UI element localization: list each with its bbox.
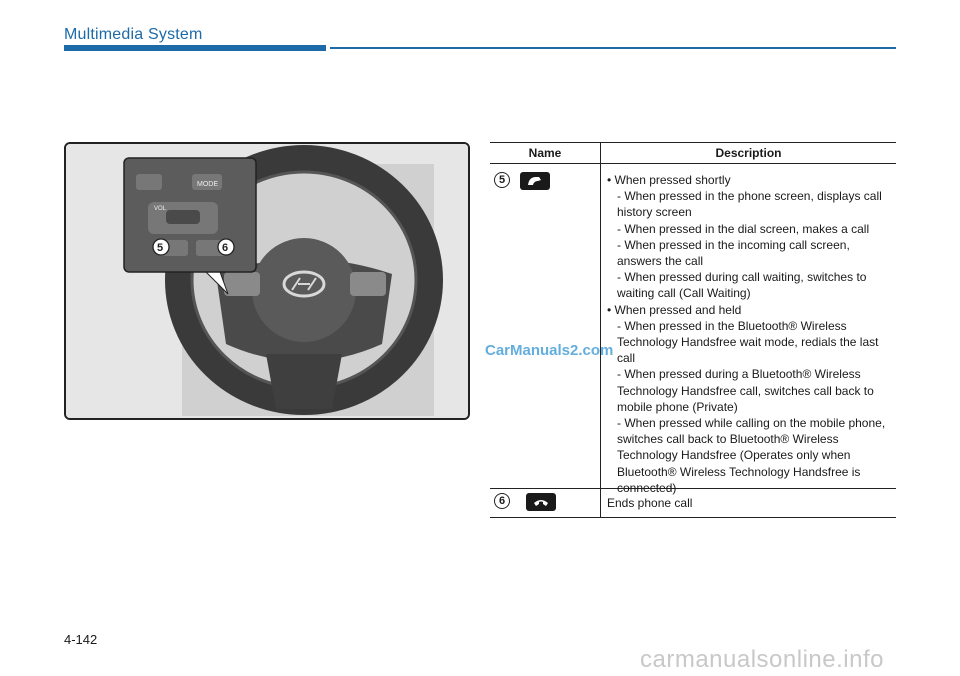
desc-line: • When pressed and held bbox=[607, 302, 742, 317]
callout-5: 5 bbox=[157, 242, 164, 254]
watermark: CarManuals2.com bbox=[485, 342, 614, 359]
row-description-cell bbox=[600, 164, 896, 495]
button-description-table bbox=[490, 142, 896, 518]
callout-6: 6 bbox=[222, 242, 229, 254]
desc-line: Ends phone call bbox=[607, 496, 693, 510]
row-name-cell bbox=[490, 489, 600, 517]
desc-line: - When pressed while calling on the mobile phone, switches call back to Bluetooth® Wireless Technology Handsfree (Operates only when Bluetooth® Wireless Technology Handsfree is connected) bbox=[617, 416, 886, 495]
desc-line: - When pressed in the dial screen, makes a call bbox=[617, 221, 870, 236]
item-number: 5 bbox=[494, 172, 510, 188]
header-rule-thick bbox=[64, 45, 326, 51]
section-title: Multimedia System bbox=[64, 26, 203, 43]
table-row bbox=[490, 164, 896, 495]
header-description: Description bbox=[600, 143, 896, 163]
vol-button-label: VOL bbox=[154, 206, 167, 212]
steering-wheel-illustration bbox=[66, 144, 468, 418]
desc-line: - When pressed during call waiting, switches to waiting call (Call Waiting) bbox=[617, 270, 867, 301]
call-end-icon bbox=[526, 493, 556, 511]
desc-line: - When pressed in the Bluetooth® Wireless Technology Handsfree wait mode, redials the last call bbox=[617, 318, 879, 366]
steering-wheel-figure bbox=[64, 142, 470, 420]
desc-line: - When pressed in the phone screen, displays call history screen bbox=[617, 189, 882, 220]
desc-line: • When pressed shortly bbox=[607, 173, 731, 187]
desc-line: - When pressed in the incoming call screen, answers the call bbox=[617, 237, 850, 269]
call-answer-icon bbox=[520, 172, 550, 190]
header-name: Name bbox=[528, 146, 562, 160]
desc-line: - When pressed during a Bluetooth® Wireless Technology Handsfree call, switches call back to mobile phone (Private) bbox=[617, 367, 874, 414]
page-number: 4-142 bbox=[64, 632, 98, 647]
table-header bbox=[490, 142, 896, 164]
mode-button-label: MODE bbox=[197, 181, 218, 188]
item-number: 6 bbox=[494, 493, 510, 509]
row-name-cell bbox=[490, 164, 600, 488]
header-rule-thin bbox=[330, 47, 896, 49]
row-description-cell bbox=[600, 489, 896, 517]
table-row bbox=[490, 489, 896, 518]
footer-watermark: carmanualsonline.info bbox=[640, 646, 884, 673]
